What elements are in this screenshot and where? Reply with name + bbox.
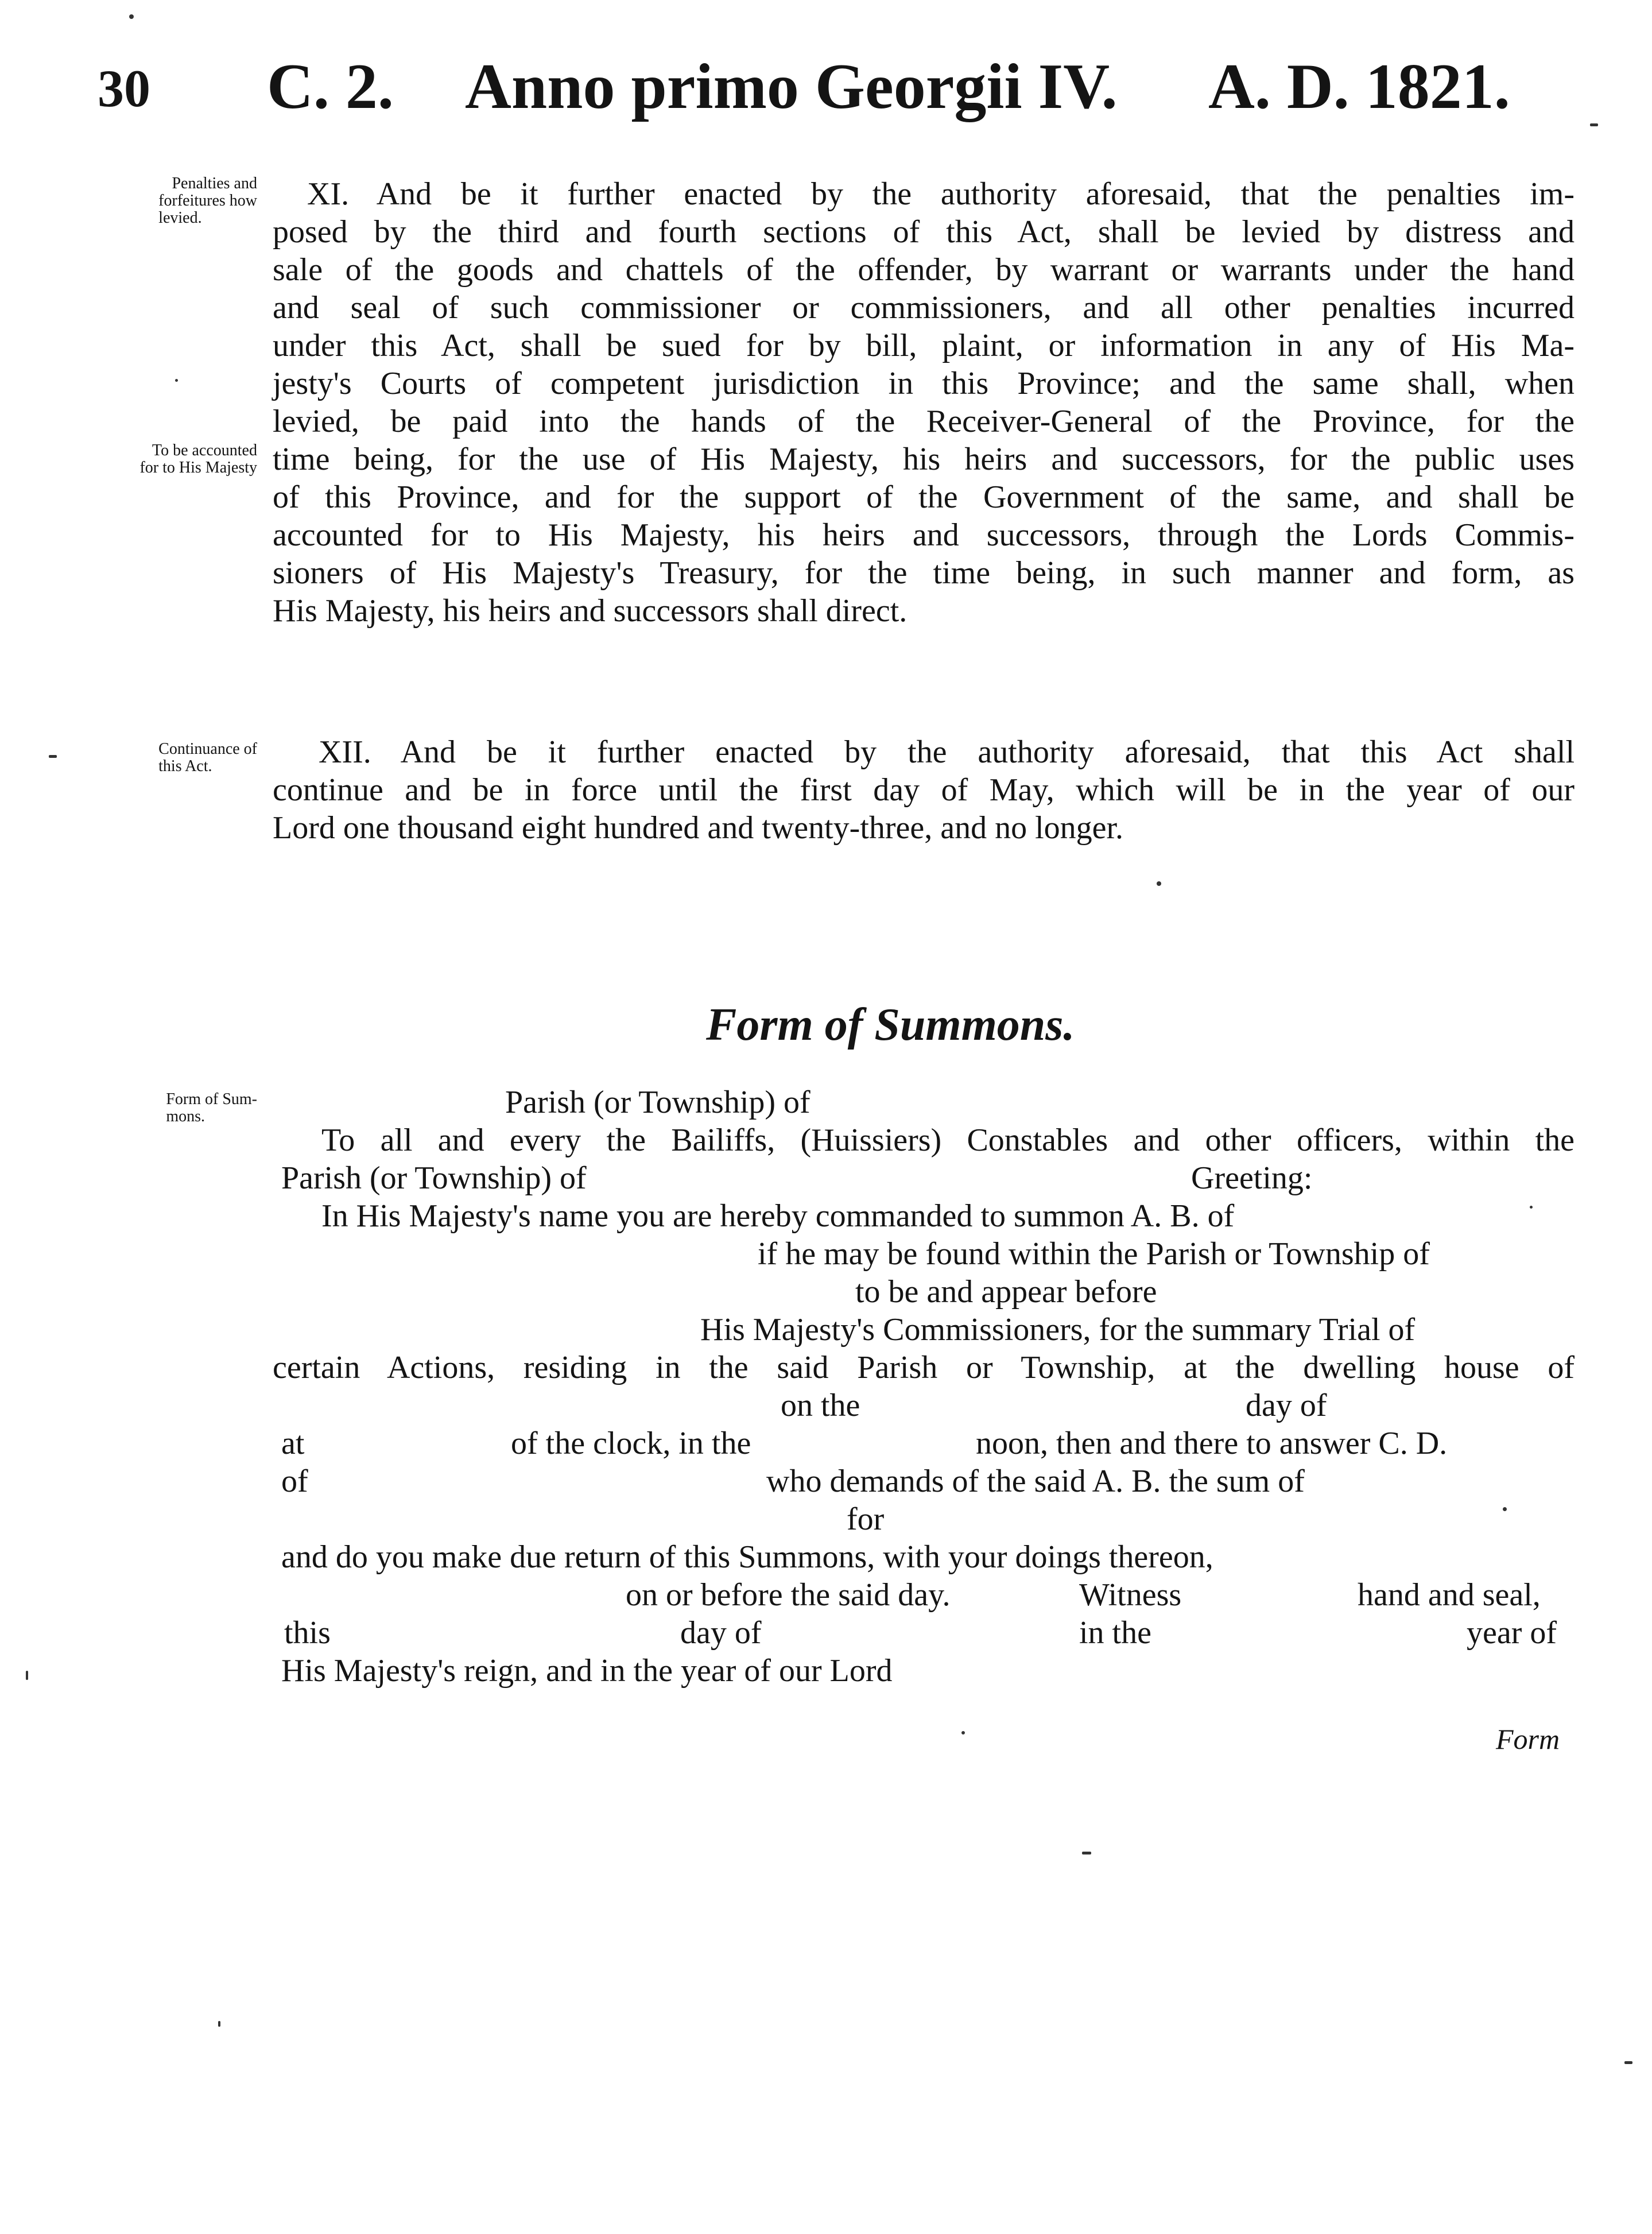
section-xi-line: time being, for the use of His Majesty, his heirs and successors, for the public uses [273, 442, 1575, 477]
section-xi-line: of this Province, and for the support of the Government of the same, and shall be [273, 479, 1575, 515]
summons-parish-2: Parish (or Township) of [281, 1160, 587, 1196]
margin-note-continuance [158, 741, 257, 775]
scan-speck [49, 755, 57, 758]
section-xii-line: continue and be in force until the first day of May, which will be in the year of our [273, 772, 1575, 808]
summons-witness: Witness [1079, 1577, 1182, 1613]
scan-speck [1157, 881, 1161, 886]
running-title: Anno primo Georgii IV. [465, 51, 1118, 122]
page-number: 30 [98, 59, 150, 118]
margin-note-accounted [139, 442, 257, 477]
section-xi-line: and seal of such commissioner or commissioners, and all other penalties incurred [273, 290, 1575, 326]
section-xi-line: posed by the third and fourth sections of this Act, shall be levied by distress and [273, 214, 1575, 250]
form-title: Form of Summons. [706, 1000, 1075, 1050]
section-xii-line: Lord one thousand eight hundred and twenty-three, and no longer. [273, 810, 1124, 846]
section-xi-line: XI. And be it further enacted by the authority aforesaid, that the penalties im- [307, 176, 1575, 212]
scan-speck [218, 2021, 220, 2027]
summons-commissioners: His Majesty's Commissioners, for the summary Trial of [700, 1312, 1416, 1348]
scan-speck [1530, 1206, 1533, 1209]
summons-reign: His Majesty's reign, and in the year of our Lord [281, 1653, 893, 1689]
scan-speck [175, 379, 178, 382]
summons-noon: noon, then and there to answer C. D. [976, 1426, 1448, 1461]
summons-appear: to be and appear before [855, 1274, 1157, 1310]
margin-note-line: mons. [166, 1108, 205, 1125]
section-xi-line: accounted for to His Majesty, his heirs and successors, through the Lords Commis- [273, 517, 1575, 553]
margin-note-line: forfeitures how [158, 192, 257, 210]
summons-day-of-2: day of [680, 1615, 762, 1651]
scan-speck [961, 1731, 965, 1734]
summons-of: of [281, 1463, 308, 1499]
summons-this: this [284, 1615, 331, 1651]
margin-note-line: Form of Sum- [166, 1090, 257, 1108]
margin-note-line: this Act. [158, 757, 212, 775]
summons-for: for [847, 1501, 885, 1537]
section-xi-line: levied, be paid into the hands of the Receiver-General of the Province, for the [273, 404, 1575, 439]
margin-note-line: Continuance of [158, 740, 257, 758]
summons-hand-seal: hand and seal, [1358, 1577, 1541, 1613]
section-xi-line: under this Act, shall be sued for by bill, plaint, or information in any of His Ma- [273, 328, 1575, 363]
summons-actions: certain Actions, residing in the said Parish or Township, at the dwelling house of [273, 1350, 1575, 1385]
summons-before-day: on or before the said day. [626, 1577, 951, 1613]
summons-addressees: To all and every the Bailiffs, (Huissiers) Constables and other officers, within the [321, 1122, 1575, 1158]
margin-note-line: Penalties and [172, 175, 257, 192]
summons-year-of: year of [1467, 1615, 1557, 1651]
section-xi-line: sale of the goods and chattels of the offender, by warrant or warrants under the hand [273, 252, 1575, 288]
summons-at: at [281, 1426, 305, 1461]
summons-day-of: day of [1246, 1388, 1327, 1423]
summons-command: In His Majesty's name you are hereby commanded to summon A. B. of [321, 1198, 1235, 1234]
summons-parish: Parish (or Township) of [505, 1085, 811, 1120]
section-xi-line: sioners of His Majesty's Treasury, for the time being, in such manner and form, as [273, 555, 1575, 591]
summons-return: and do you make due return of this Summons, with your doings thereon, [281, 1539, 1213, 1575]
summons-in-the: in the [1079, 1615, 1151, 1651]
summons-if-found: if he may be found within the Parish or Township of [758, 1236, 1430, 1272]
running-date: A. D. 1821. [1208, 51, 1510, 122]
margin-note-line: To be accounted [152, 442, 257, 459]
scan-speck [1503, 1507, 1507, 1511]
summons-greeting: Greeting: [1191, 1160, 1313, 1196]
chapter-number: C. 2. [267, 51, 394, 122]
scan-speck [1624, 2061, 1632, 2064]
margin-note-form [166, 1091, 257, 1125]
section-xii-line: XII. And be it further enacted by the authority aforesaid, that this Act shall [319, 734, 1575, 770]
margin-note-penalties [158, 175, 257, 227]
scan-speck [1082, 1852, 1091, 1854]
summons-demands: who demands of the said A. B. the sum of [766, 1463, 1305, 1499]
scan-speck [26, 1671, 28, 1680]
section-xi-line: His Majesty, his heirs and successors shall direct. [273, 593, 908, 629]
summons-clock: of the clock, in the [511, 1426, 751, 1461]
catchword: Form [1496, 1723, 1560, 1755]
section-xi-line: jesty's Courts of competent jurisdiction in this Province; and the same shall, when [273, 366, 1575, 401]
scan-speck [129, 14, 134, 19]
margin-note-line: for to His Majesty [139, 459, 257, 477]
summons-on-the: on the [781, 1388, 860, 1423]
scan-speck [1590, 123, 1598, 126]
margin-note-line: levied. [158, 209, 202, 227]
